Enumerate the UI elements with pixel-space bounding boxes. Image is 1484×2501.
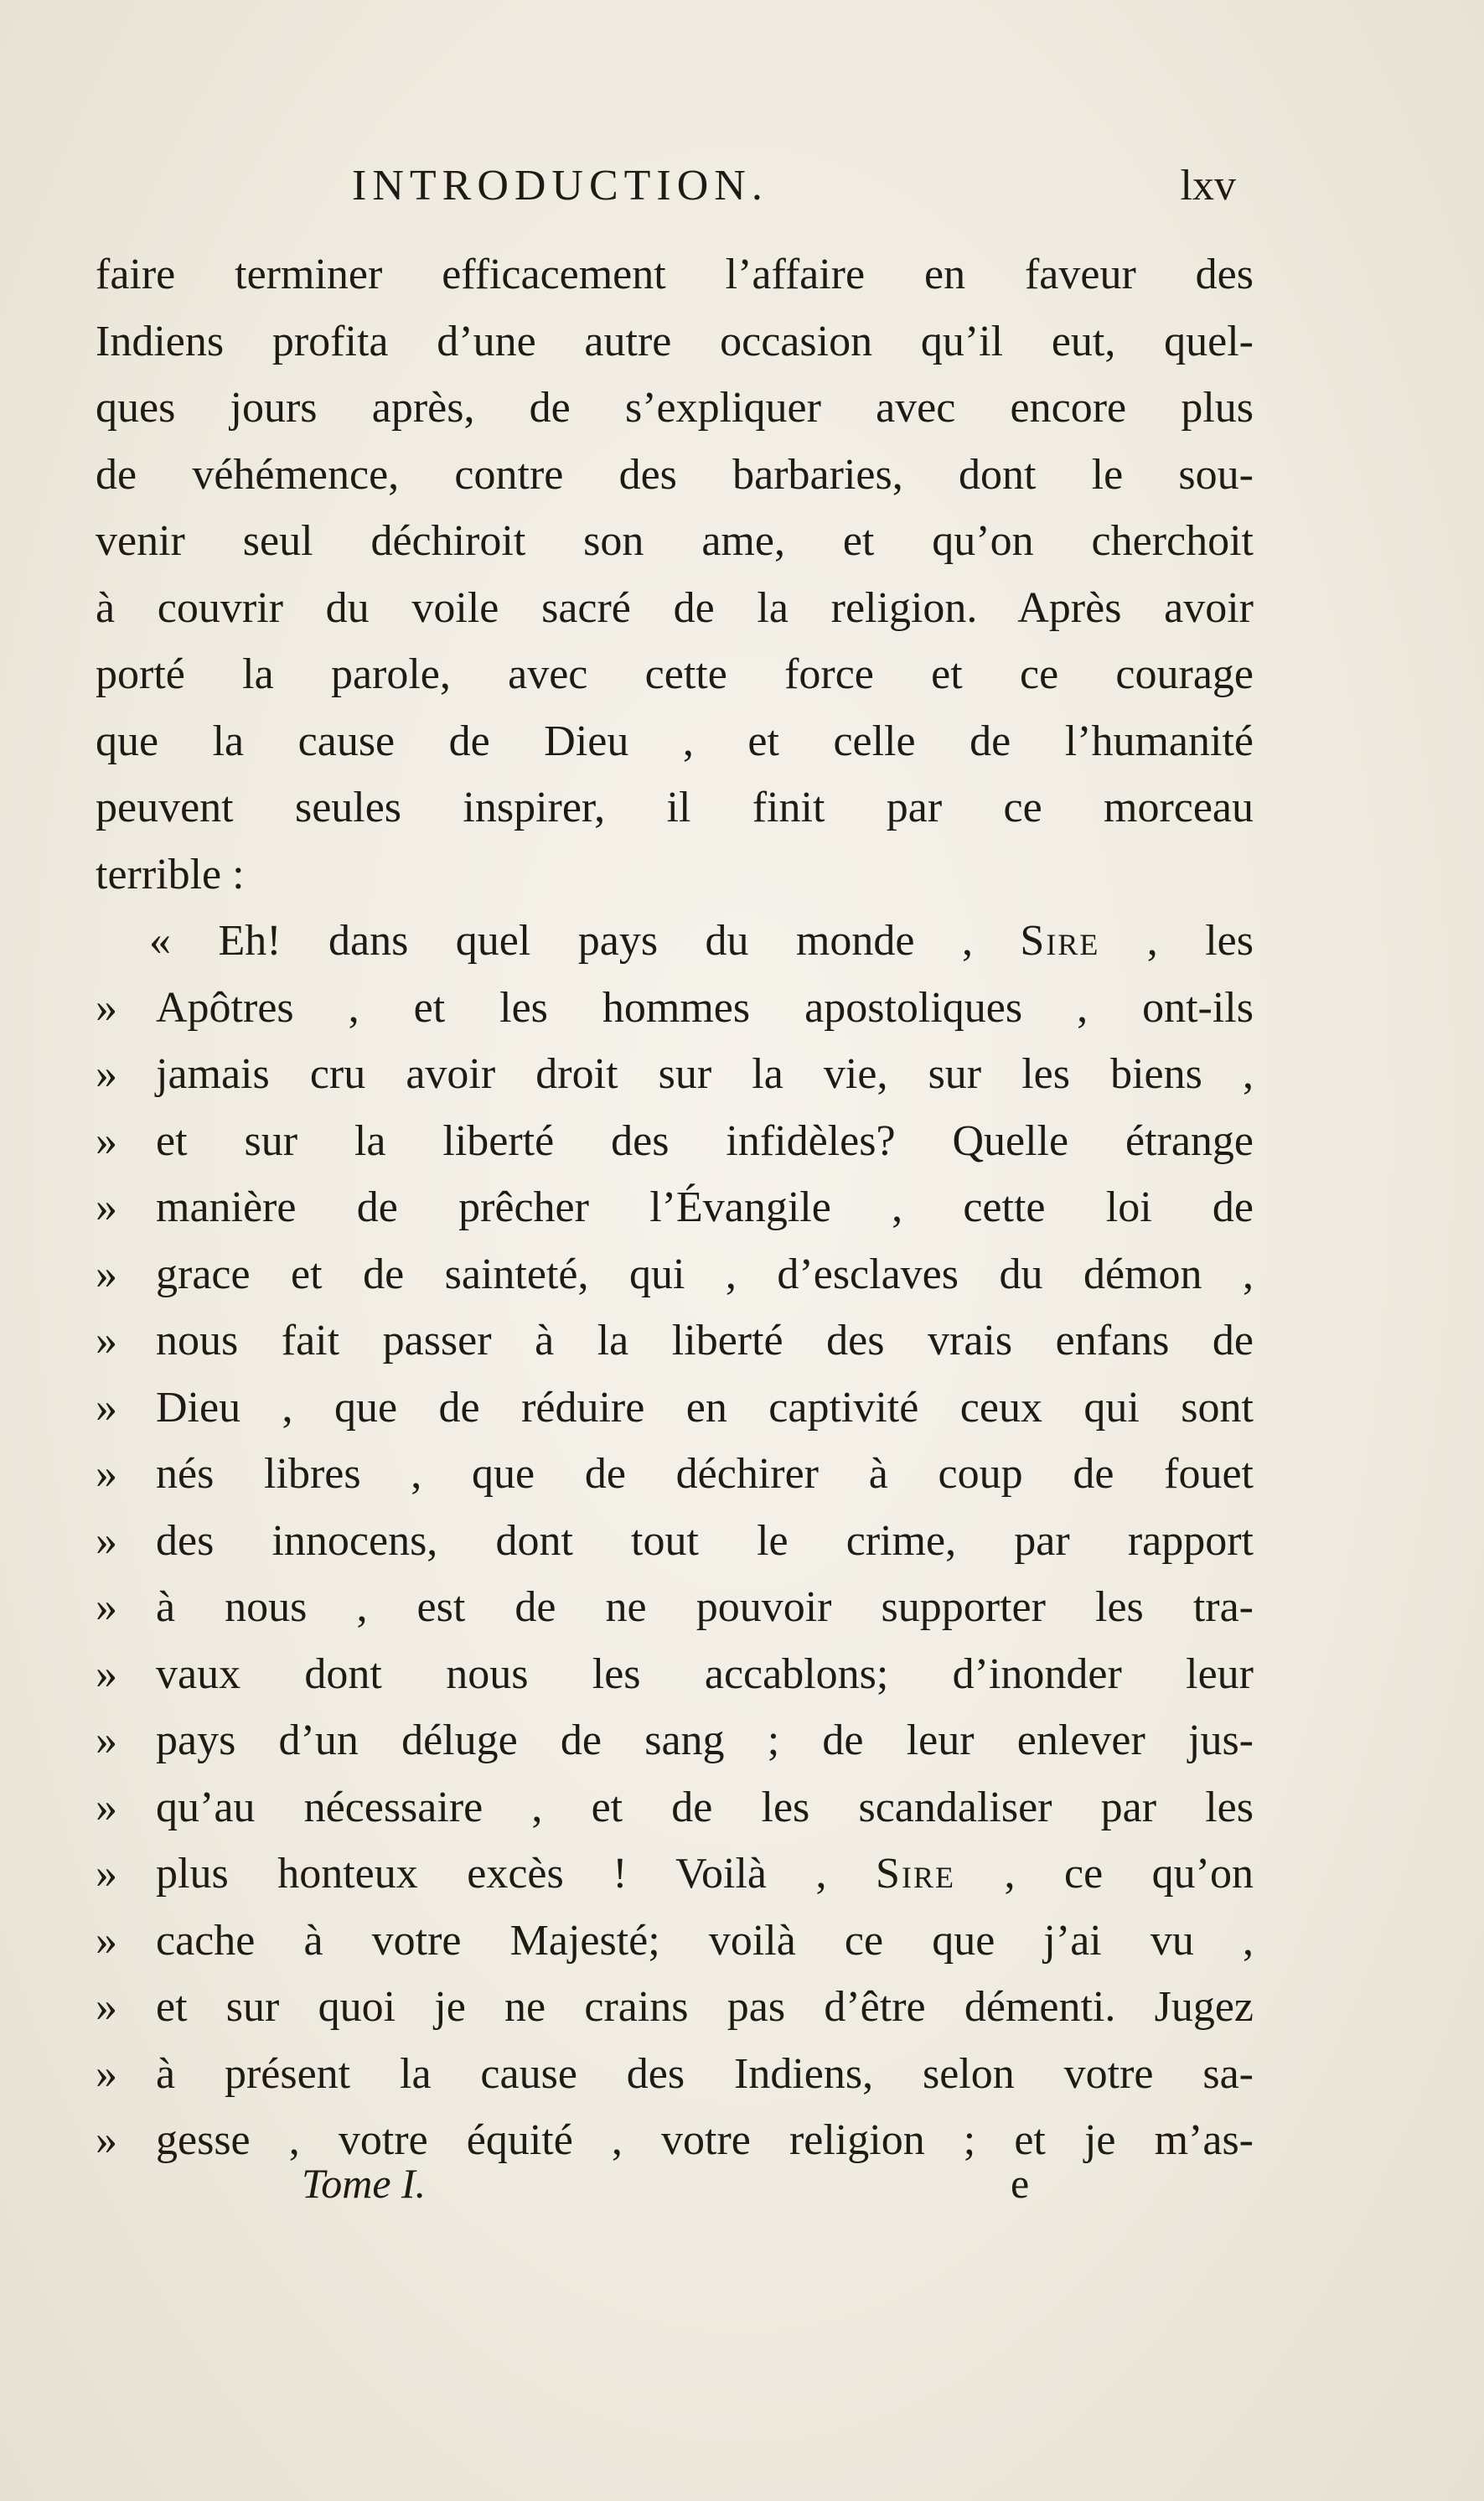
quote-text: qu’au nécessaire , et de les scandaliser par les bbox=[156, 1783, 1254, 1831]
quote-mark: » bbox=[96, 1717, 117, 1764]
quote-line bbox=[96, 1641, 1254, 1708]
quote-text: plus honteux excès ! Voilà , bbox=[156, 1850, 876, 1898]
quote-line bbox=[96, 975, 1254, 1042]
quote-line bbox=[96, 1307, 1254, 1375]
quote-line bbox=[96, 1841, 1254, 1908]
quote-mark: » bbox=[96, 1183, 117, 1231]
text-line: terrible : bbox=[96, 850, 245, 898]
quote-line bbox=[96, 1041, 1254, 1108]
body-text bbox=[96, 241, 1254, 2174]
quote-text: Dieu , que de réduire en captivité ceux qui sont bbox=[156, 1383, 1254, 1432]
quote-text: et sur quoi je ne crains pas d’être démenti. Jugez bbox=[156, 1983, 1254, 2031]
quote-text: nous fait passer à la liberté des vrais enfans de bbox=[156, 1317, 1254, 1364]
quote-text: jamais cru avoir droit sur la vie, sur les biens , bbox=[156, 1050, 1254, 1098]
quote-text: « Eh! dans quel pays du monde , bbox=[149, 917, 1021, 965]
quote-mark: » bbox=[96, 1383, 117, 1432]
running-head: INTRODUCTION. bbox=[352, 162, 768, 210]
text-line: à couvrir du voile sacré de la religion. Après avoir bbox=[96, 583, 1254, 632]
quote-text: manière de prêcher l’Évangile , cette loi de bbox=[156, 1183, 1254, 1231]
volume-label: Tome I. bbox=[302, 2160, 427, 2207]
quote-line bbox=[96, 2041, 1254, 2108]
quote-mark: » bbox=[96, 1116, 117, 1165]
quote-text: et sur la liberté des infidèles? Quelle étrange bbox=[156, 1116, 1254, 1165]
quote-mark: » bbox=[96, 1583, 117, 1631]
page-footer bbox=[0, 2159, 1484, 2226]
text-line: que la cause de Dieu , et celle de l’humanité bbox=[96, 717, 1254, 765]
quote-text: pays d’un déluge de sang ; de leur enlever jus- bbox=[156, 1717, 1254, 1764]
text-line: peuvent seules inspirer, il finit par ce morceau bbox=[96, 784, 1254, 831]
quote-text: grace et de sainteté, qui , d’esclaves du démon , bbox=[156, 1250, 1254, 1298]
text-line: Indiens profita d’une autre occasion qu’il eut, quel- bbox=[96, 317, 1254, 365]
quote-mark: » bbox=[96, 1450, 117, 1498]
quote-text: vaux dont nous les accablons; d’inonder leur bbox=[156, 1649, 1254, 1698]
quote-mark: » bbox=[96, 1983, 117, 2031]
signature-mark: e bbox=[1011, 2160, 1030, 2207]
text-line: porté la parole, avec cette force et ce courage bbox=[96, 650, 1254, 698]
quote-mark: » bbox=[96, 1916, 117, 1965]
text-line: faire terminer efficacement l’affaire en faveur des bbox=[96, 251, 1254, 298]
quote-text: , les bbox=[1099, 917, 1254, 965]
quote-mark: » bbox=[96, 1783, 117, 1831]
quote-text: nés libres , que de déchirer à coup de fouet bbox=[156, 1450, 1254, 1498]
quote-text: à présent la cause des Indiens, selon votre sa- bbox=[156, 2049, 1254, 2098]
quote-line bbox=[96, 1441, 1254, 1508]
quote-mark: » bbox=[96, 1516, 117, 1565]
sire-address: Sire bbox=[1020, 917, 1100, 965]
quote-mark: » bbox=[96, 983, 117, 1032]
sire-address: Sire bbox=[876, 1850, 955, 1898]
quote-text: gesse , votre équité , votre religion ; et je m’as- bbox=[156, 2116, 1254, 2164]
quote-line bbox=[96, 1774, 1254, 1841]
quote-line bbox=[96, 1375, 1254, 1442]
quote-line bbox=[96, 1108, 1254, 1175]
quote-line bbox=[96, 1508, 1254, 1575]
text-line: venir seul déchiroit son ame, et qu’on cherchoit bbox=[96, 517, 1254, 565]
quote-mark: » bbox=[96, 2116, 117, 2164]
quote-mark: » bbox=[96, 1317, 117, 1364]
quote-line bbox=[96, 1241, 1254, 1308]
quote-mark: » bbox=[96, 1050, 117, 1098]
quote-text: à nous , est de ne pouvoir supporter les tra- bbox=[156, 1583, 1254, 1631]
quote-line bbox=[96, 1174, 1254, 1241]
quote-mark: » bbox=[96, 1649, 117, 1698]
quote-mark: » bbox=[96, 1250, 117, 1298]
quote-mark: » bbox=[96, 1850, 117, 1898]
quote-text: des innocens, dont tout le crime, par rapport bbox=[156, 1516, 1254, 1565]
quote-line bbox=[96, 1908, 1254, 1975]
quote-line bbox=[96, 1574, 1254, 1641]
page-header bbox=[0, 161, 1484, 220]
quote-text: Apôtres , et les hommes apostoliques , ont-ils bbox=[156, 983, 1254, 1032]
quote-mark: » bbox=[96, 2049, 117, 2098]
quote-text: , ce qu’on bbox=[954, 1850, 1254, 1898]
quote-text: cache à votre Majesté; voilà ce que j’ai vu , bbox=[156, 1916, 1254, 1965]
quote-line bbox=[96, 1707, 1254, 1774]
text-line: ques jours après, de s’expliquer avec encore plus bbox=[96, 384, 1254, 432]
quote-line bbox=[96, 1974, 1254, 2041]
text-line: de véhémence, contre des barbaries, dont le sou- bbox=[96, 450, 1254, 499]
page-number: lxv bbox=[1180, 162, 1236, 210]
quote-opening-line bbox=[96, 908, 1254, 975]
